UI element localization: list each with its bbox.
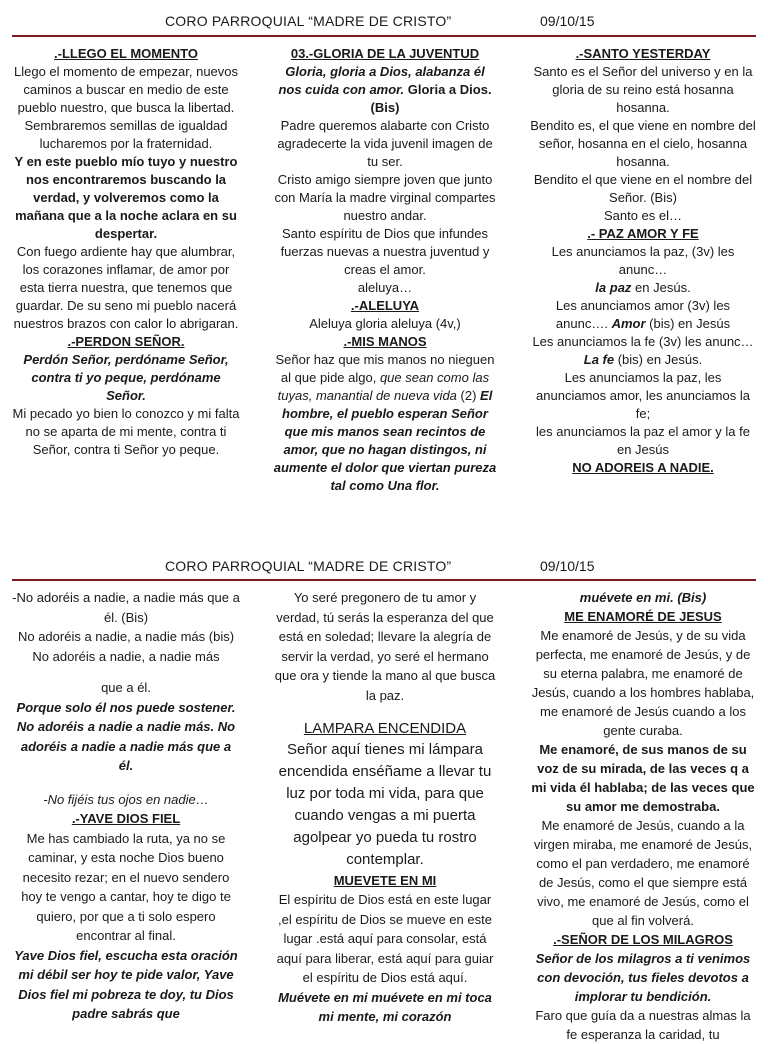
lyric: les anunciamos la paz el amor y la fe en Jesús xyxy=(536,424,750,457)
lyric: No adoréis a nadie, a nadie más (bis) xyxy=(17,629,235,644)
song-title: .-LLEGO EL MOMENTO xyxy=(54,46,198,61)
lyric: Les anunciamos la paz, les anunciamos amor, les anunciamos la fe; xyxy=(536,370,750,421)
lyric: No adoréis a nadie, a nadie más xyxy=(32,648,220,664)
song-title: .-SEÑOR DE LOS MILAGROS xyxy=(553,932,733,947)
lyric-chorus: Muévete en mi muévete en mi toca mi mente, mi corazón xyxy=(278,989,492,1024)
song-title: NO ADOREIS A NADIE. xyxy=(572,460,714,475)
lyric-chorus: muévete en mi. (Bis) xyxy=(579,590,707,605)
header-date: 09/10/15 xyxy=(540,13,595,29)
header-rule xyxy=(12,579,756,581)
lyric: Cristo amigo siempre joven que junto con María la madre virginal compartes nuestro andar. xyxy=(274,172,496,223)
lyric: El espíritu de Dios está en este lugar ,el espíritu de Dios se mueve en este lugar .está aquí para consolar, está aquí para liberar, está aquí para guiar el espíritu de Dios está aquí. xyxy=(276,892,494,985)
p1-column-2 xyxy=(272,45,498,495)
lyric-span: (bis) en Jesús. xyxy=(614,352,703,367)
header-rule xyxy=(12,35,756,37)
page-header xyxy=(0,0,768,29)
lyric-span: Amor xyxy=(611,316,646,331)
p2-column-3 xyxy=(530,588,756,1044)
lyric: Me enamoré de Jesús, cuando a la virgen miraba, me enamoré de Jesús, como el pan verdadero, me enamoré de Jesús, como el que siempre está vivo, me enamoré de Jesús, como el que al fin volverá. xyxy=(533,818,753,928)
lyric: Les anunciamos la paz, (3v) les anunc… xyxy=(551,244,735,277)
song-title: ME ENAMORÉ DE JESUS xyxy=(564,609,722,624)
p1-column-3 xyxy=(530,45,756,477)
page-header xyxy=(0,545,768,574)
lyric xyxy=(530,279,756,297)
lyric-span: la paz xyxy=(595,280,632,295)
song-title: .-MIS MANOS xyxy=(343,334,427,349)
song-title: .-SANTO YESTERDAY xyxy=(575,46,711,61)
lyric: -No fijéis tus ojos en nadie… xyxy=(43,791,209,807)
song-title: MUEVETE EN MI xyxy=(333,872,437,888)
lyric-span: Gloria a Dios. (Bis) xyxy=(370,82,492,115)
p2-column-2 xyxy=(272,588,498,1027)
lyric-chorus: Me enamoré, de sus manos de su voz de su mirada, de las veces q a mi vida él hablaba; de las veces que su amor me demostraba. xyxy=(531,742,755,814)
lyric-span: (2) xyxy=(456,388,481,403)
song-title: .-PERDON SEÑOR. xyxy=(67,334,185,349)
lyric: Bendito el que viene en el nombre del Señor. (Bis) xyxy=(533,172,753,205)
p1-column-1 xyxy=(12,45,240,459)
p2-column-1 xyxy=(12,588,240,1024)
lyric-span: El hombre, el pueblo esperan Señor que mis manos sean recintos de amor, que no hagan distingos, ni aumente el dolor que viertan pureza tal como Una flor. xyxy=(273,388,497,493)
lyric: Con fuego ardiente hay que alumbrar, los corazones inflamar, de amor por esta tierra nuestra, que tenemos que guardar. De su seno mi pueblo nacerá nuestros brazos con calor lo abrigaran. xyxy=(13,244,239,331)
lyric-span: Les anunciamos amor (3v) les anunc…. xyxy=(555,298,731,331)
lyric: Padre queremos alabarte con Cristo agradecerte la vida juvenil imagen de tu ser. xyxy=(277,118,493,169)
lyric: que a él. xyxy=(101,680,151,695)
lyric-chorus: Porque solo él nos puede sostener. No adoréis a nadie a nadie más. No adoréis a nadie a nadie más que a él. xyxy=(16,699,236,773)
song-title: .- PAZ AMOR Y FE xyxy=(587,226,699,241)
header-title: CORO PARROQUIAL “MADRE DE CRISTO” xyxy=(165,13,452,29)
lyric: Me has cambiado la ruta, ya no se caminar, y esta noche Dios bueno necesito rezar; en el nuevo sendero hoy te vengo a cantar, hoy te digo te quiero, por que a ti solo espero encontrar al final. xyxy=(21,830,231,943)
lyric: Santo es el Señor del universo y en la gloria de su reino está hosanna hosanna. xyxy=(533,64,753,115)
lyric-span: Gloria, gloria a Dios, alabanza él nos cuida con amor. xyxy=(278,64,485,97)
song-title: 03.-GLORIA DE LA JUVENTUD xyxy=(290,46,480,61)
lyric: Aleluya gloria aleluya (4v,) xyxy=(309,316,461,331)
lyric: Bendito es, el que viene en nombre del señor, hosanna en el cielo, hosanna hosanna. xyxy=(530,118,756,169)
song-title: .-YAVE DIOS FIEL xyxy=(71,811,181,826)
song-title: .-ALELUYA xyxy=(350,298,420,313)
header-title: CORO PARROQUIAL “MADRE DE CRISTO” xyxy=(165,558,452,574)
lyric: Faro que guía da a nuestras almas la fe esperanza la caridad, tu xyxy=(535,1008,751,1042)
song-title: LAMPARA ENCENDIDA xyxy=(303,720,467,737)
lyric: -No adoréis a nadie, a nadie más que a él. (Bis) xyxy=(12,590,240,625)
lyric: Santo es el… xyxy=(603,208,683,223)
lyric-span: Señor haz que mis manos no nieguen al que pide algo, xyxy=(275,352,495,385)
lyric: Yo seré pregonero de tu amor y verdad, tú serás la esperanza del que está en soledad; llevare la alegría de servir la verdad, yo seré el hermano que ora y tiende la mano al que busca la paz. xyxy=(274,590,496,703)
lyric: Santo espíritu de Dios que infundes fuerzas nuevas a nuestra juventud y creas el amor. xyxy=(280,226,490,277)
lyric: Me enamoré de Jesús, y de su vida perfecta, me enamoré de Jesús, y de su eterna palabra, me enamoré de Jesús, cuando a los hombres hablaba, me enamoré de Jesús cuando a los gente curaba. xyxy=(531,628,755,738)
lyric: Les anunciamos la fe (3v) les anunc… xyxy=(532,334,754,349)
lyric-chorus: Y en este pueblo mío tuyo y nuestro nos encontraremos buscando la verdad, y volveremos como la mañana que a la noche aclara en su despertar. xyxy=(14,154,238,241)
lyric-span: (bis) en Jesús xyxy=(645,316,731,331)
lyric xyxy=(272,351,498,495)
lyric xyxy=(530,351,756,369)
lyric-span: en Jesús. xyxy=(631,280,691,295)
lyric: Mi pecado yo bien lo conozco y mi falta no se aparta de mi mente, contra ti Señor, contra ti Señor yo peque. xyxy=(12,406,240,457)
lyric: aleluya… xyxy=(357,280,413,295)
header-date: 09/10/15 xyxy=(540,558,595,574)
lyric-span: que sean como las tuyas, manantial de nueva vida xyxy=(277,370,490,403)
lyric-span: La fe xyxy=(583,352,615,367)
lyric-chorus xyxy=(272,63,498,117)
lyric-chorus: Yave Dios fiel, escucha esta oración mi débil ser hoy te pide valor, Yave Dios fiel mi pobreza te doy, tu Dios padre sabrás que xyxy=(14,947,238,1021)
lyric: Llego el momento de empezar, nuevos caminos a buscar en medio de este pueblo nuestro, que busca la libertad. Sembraremos semillas de igualdad lucharemos por la fraternidad. xyxy=(13,64,239,151)
lyric xyxy=(530,297,756,333)
lyric-chorus: Señor de los milagros a ti venimos con devoción, tus fieles devotos a implorar tu bendición. xyxy=(535,951,751,1004)
lyric: Señor aquí tienes mi lámpara encendida enséñame a llevar tu luz por toda mi vida, para que cuando vengas a mi puerta agolpear yo pueda tu rostro contemplar. xyxy=(278,740,492,868)
lyric-chorus: Perdón Señor, perdóname Señor, contra ti yo peque, perdóname Señor. xyxy=(23,352,229,403)
